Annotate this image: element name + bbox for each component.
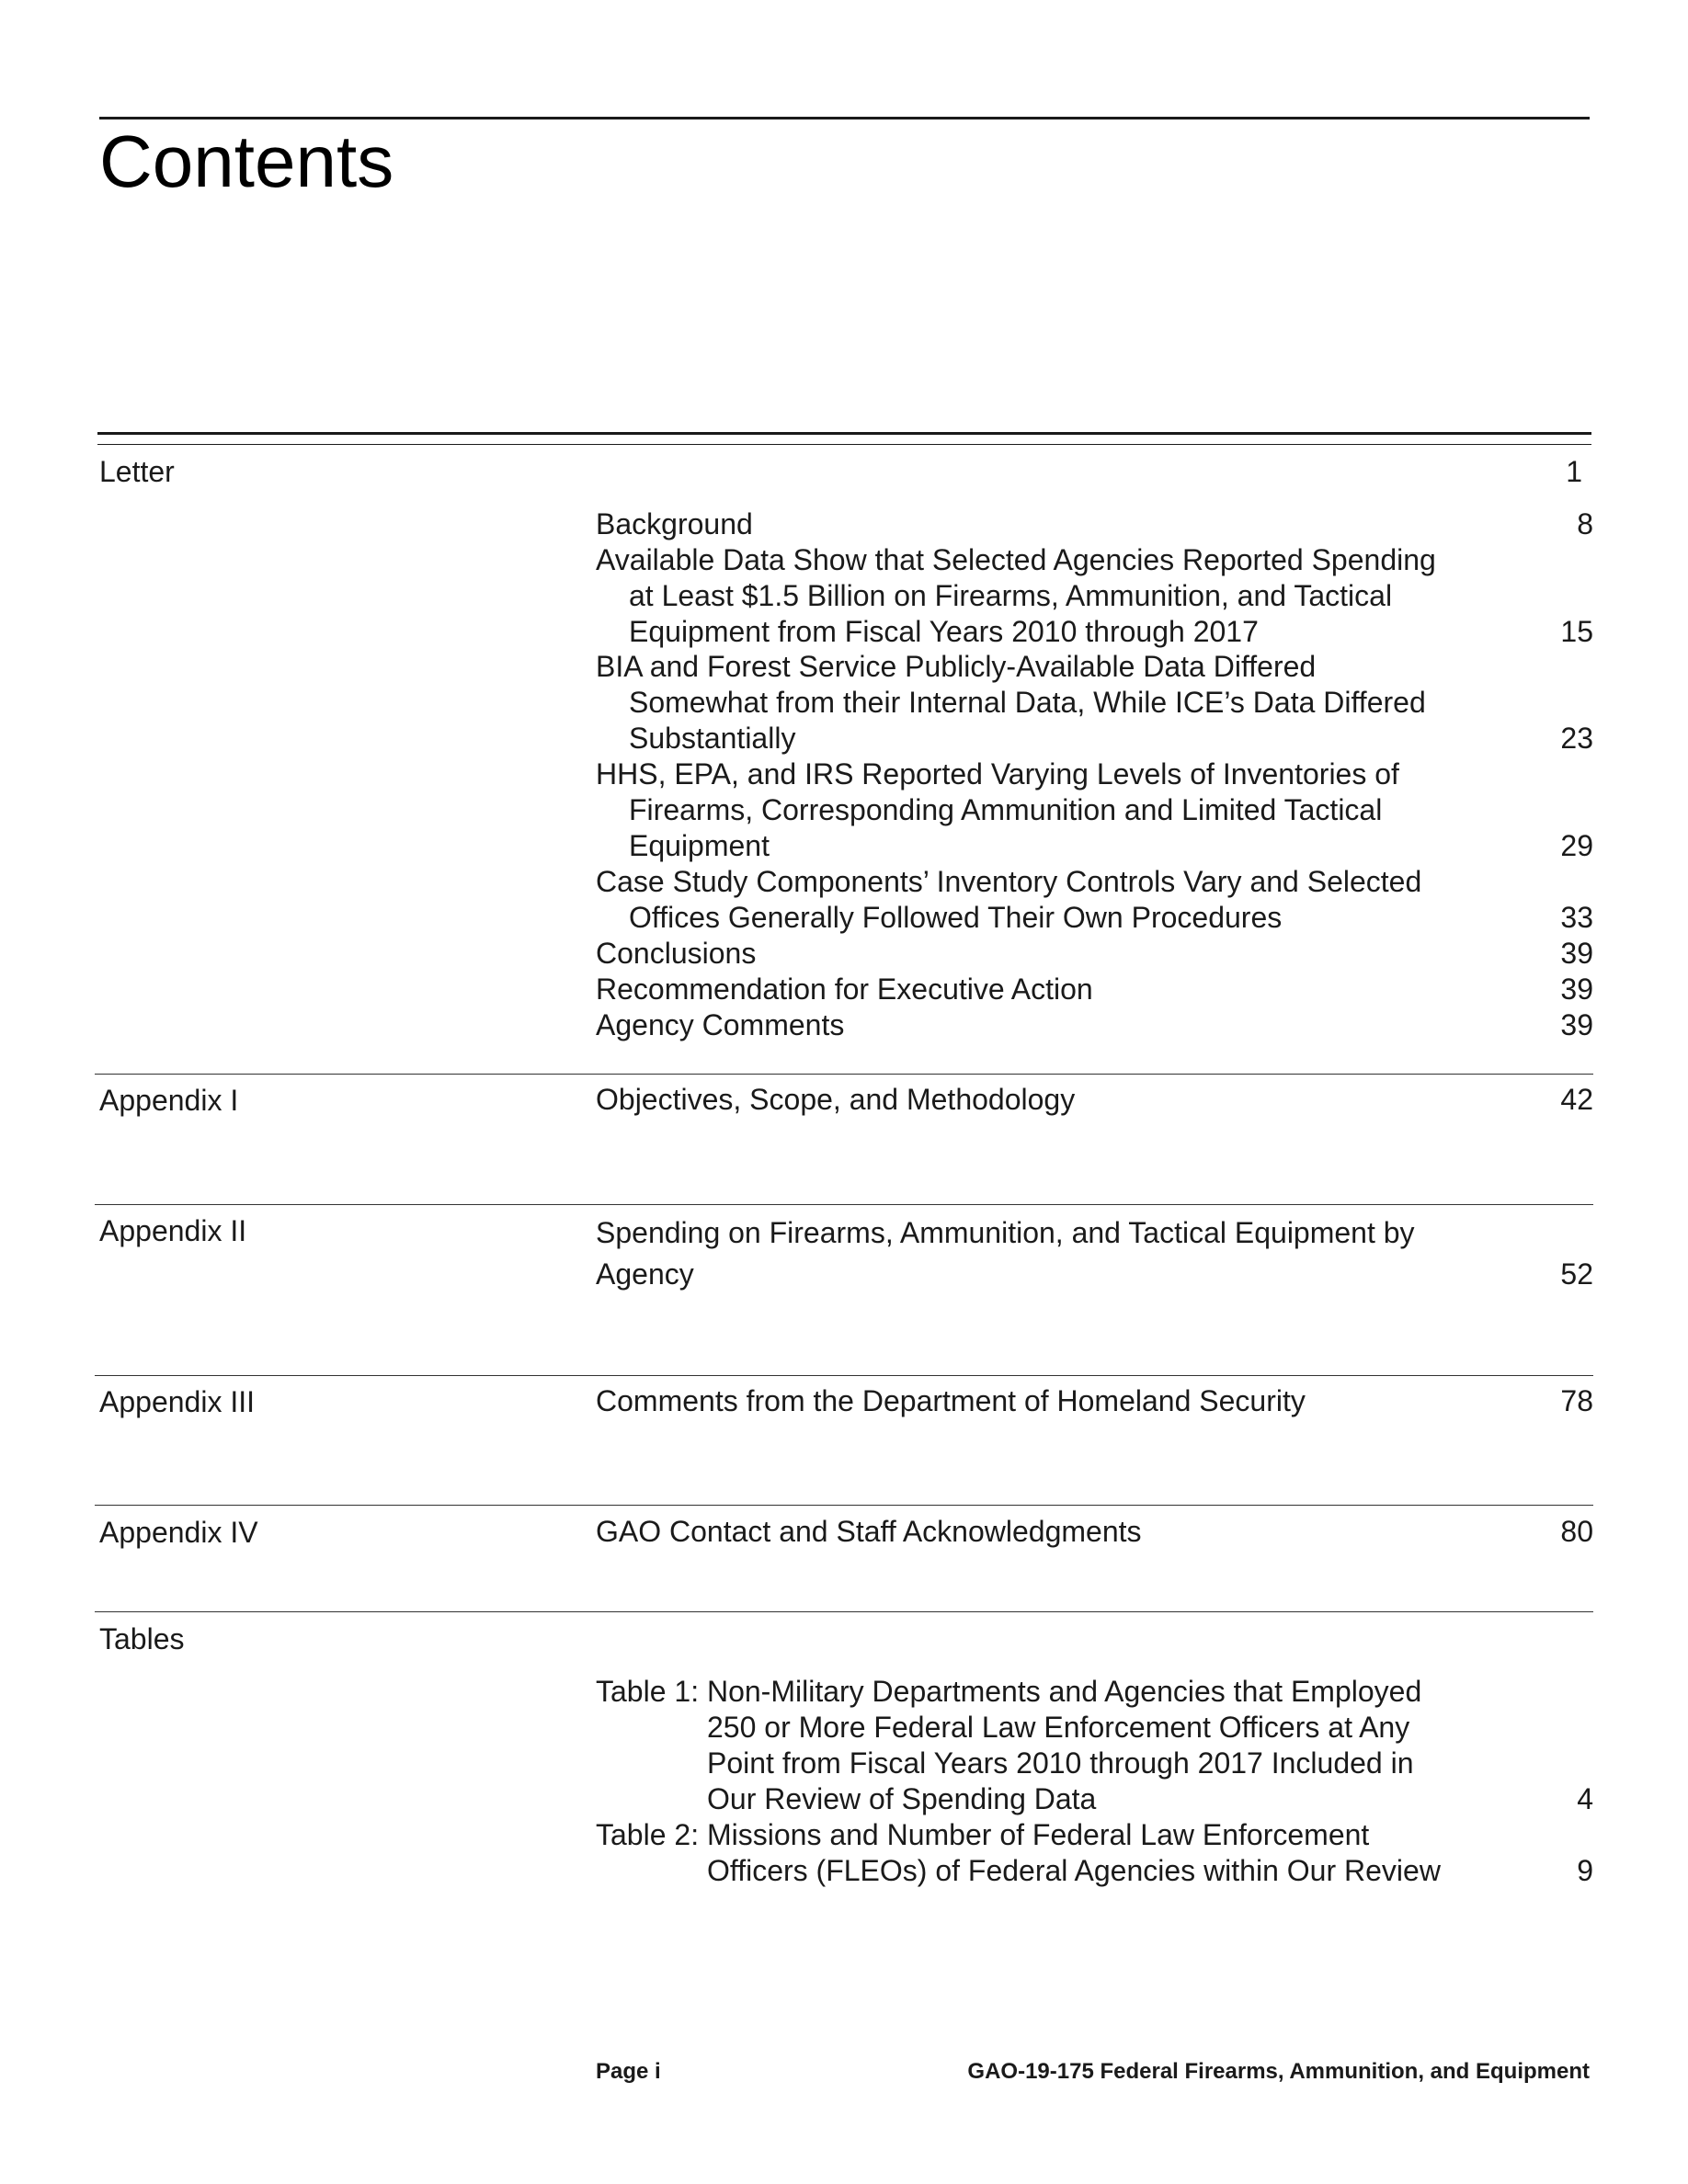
toc-entry-page: 15 [1560, 615, 1593, 648]
toc-entry-line: Our Review of Spending Data [707, 1782, 1097, 1815]
toc-entry-page: 4 [1577, 1782, 1593, 1815]
toc-entry-line: HHS, EPA, and IRS Reported Varying Levels of Inventories of [596, 757, 1399, 791]
toc-entry-page: 39 [1560, 1008, 1593, 1041]
toc-entry-line: Comments from the Department of Homeland Security [596, 1384, 1306, 1417]
toc-entry-page: 52 [1560, 1257, 1593, 1291]
toc-entry-page: 23 [1560, 722, 1593, 755]
toc-top-rule-thin [97, 444, 1591, 445]
toc-entry-bia-forest-service[interactable] [596, 649, 1593, 756]
toc-entry-agency-comments[interactable] [596, 1007, 1593, 1043]
toc-entry-appendix-2[interactable] [596, 1212, 1593, 1295]
toc-entry-line: BIA and Forest Service Publicly-Available Data Differed [596, 650, 1317, 683]
toc-top-rule [97, 432, 1591, 435]
toc-entry-line: Available Data Show that Selected Agencies Reported Spending [596, 543, 1436, 576]
toc-entry-available-data[interactable] [596, 542, 1593, 650]
toc-entry-page: 33 [1560, 901, 1593, 934]
toc-entry-line: Conclusions [596, 937, 757, 970]
toc-entry-line: Equipment [629, 829, 770, 862]
toc-entry-conclusions[interactable] [596, 936, 1593, 972]
letter-page: 1 [1566, 455, 1582, 488]
toc-entry-recommendation[interactable] [596, 972, 1593, 1007]
toc-entry-line: Agency [596, 1257, 694, 1291]
toc-entry-page: 78 [1560, 1384, 1593, 1417]
toc-entry-line: Table 2: Missions and Number of Federal Law Enforcement [596, 1818, 1370, 1851]
toc-entry-line: Firearms, Corresponding Ammunition and Limited Tactical [629, 793, 1383, 826]
toc-entry-appendix-3[interactable] [596, 1383, 1593, 1419]
page-title-rule [99, 117, 1590, 119]
toc-entry-line: Table 1: Non-Military Departments and Agencies that Employed [596, 1675, 1422, 1708]
toc-entry-page: 9 [1577, 1854, 1593, 1887]
page-title: Contents [99, 120, 394, 202]
letter-label: Letter [99, 455, 175, 488]
toc-entry-appendix-1[interactable] [596, 1082, 1593, 1118]
section-divider [95, 1611, 1593, 1612]
toc-entry-appendix-4[interactable] [596, 1514, 1593, 1550]
toc-entry-line: Spending on Firearms, Ammunition, and Tactical Equipment by [596, 1216, 1415, 1249]
toc-entry-line: Recommendation for Executive Action [596, 973, 1093, 1006]
section-divider [95, 1204, 1593, 1205]
toc-entry-table-2[interactable] [596, 1817, 1593, 1889]
section-divider [95, 1074, 1593, 1075]
toc-entry-page: 29 [1560, 829, 1593, 862]
toc-entry-line: Objectives, Scope, and Methodology [596, 1083, 1076, 1116]
toc-entry-page: 80 [1560, 1515, 1593, 1548]
toc-entry-page: 39 [1560, 937, 1593, 970]
toc-entry-line: Officers (FLEOs) of Federal Agencies within Our Review [707, 1854, 1441, 1887]
toc-entry-page: 39 [1560, 973, 1593, 1006]
toc-entry-line: Offices Generally Followed Their Own Procedures [629, 901, 1283, 934]
toc-entry-line: Equipment from Fiscal Years 2010 through 2017 [629, 615, 1259, 648]
appendix-3-label: Appendix III [99, 1385, 255, 1418]
toc-entry-line: Case Study Components’ Inventory Controls Vary and Selected [596, 865, 1422, 898]
toc-entry-hhs-epa-irs[interactable] [596, 756, 1593, 864]
tables-label: Tables [99, 1622, 185, 1655]
appendix-4-label: Appendix IV [99, 1516, 258, 1549]
toc-entry-background[interactable] [596, 506, 1593, 542]
toc-entry-line: Somewhat from their Internal Data, While ICE’s Data Differed [629, 686, 1426, 719]
toc-entry-page: 8 [1577, 507, 1593, 540]
toc-entry-page: 42 [1560, 1083, 1593, 1116]
toc-entry-line: Agency Comments [596, 1008, 845, 1041]
toc-entry-line: Background [596, 507, 753, 540]
toc-entry-line: at Least $1.5 Billion on Firearms, Ammunition, and Tactical [629, 579, 1393, 612]
toc-entry-line: Point from Fiscal Years 2010 through 2017 Included in [707, 1746, 1414, 1780]
toc-entry-table-1[interactable] [596, 1674, 1593, 1817]
section-divider [95, 1375, 1593, 1376]
toc-entry-line: GAO Contact and Staff Acknowledgments [596, 1515, 1142, 1548]
footer-page-number: Page i [596, 2059, 661, 2084]
toc-entry-line: Substantially [629, 722, 796, 755]
appendix-2-label: Appendix II [99, 1214, 247, 1247]
section-divider [95, 1505, 1593, 1506]
toc-entry-line: 250 or More Federal Law Enforcement Officers at Any [707, 1711, 1410, 1744]
footer-document-title: GAO-19-175 Federal Firearms, Ammunition, and Equipment [967, 2059, 1590, 2084]
toc-entry-case-study[interactable] [596, 864, 1593, 936]
appendix-1-label: Appendix I [99, 1084, 239, 1117]
